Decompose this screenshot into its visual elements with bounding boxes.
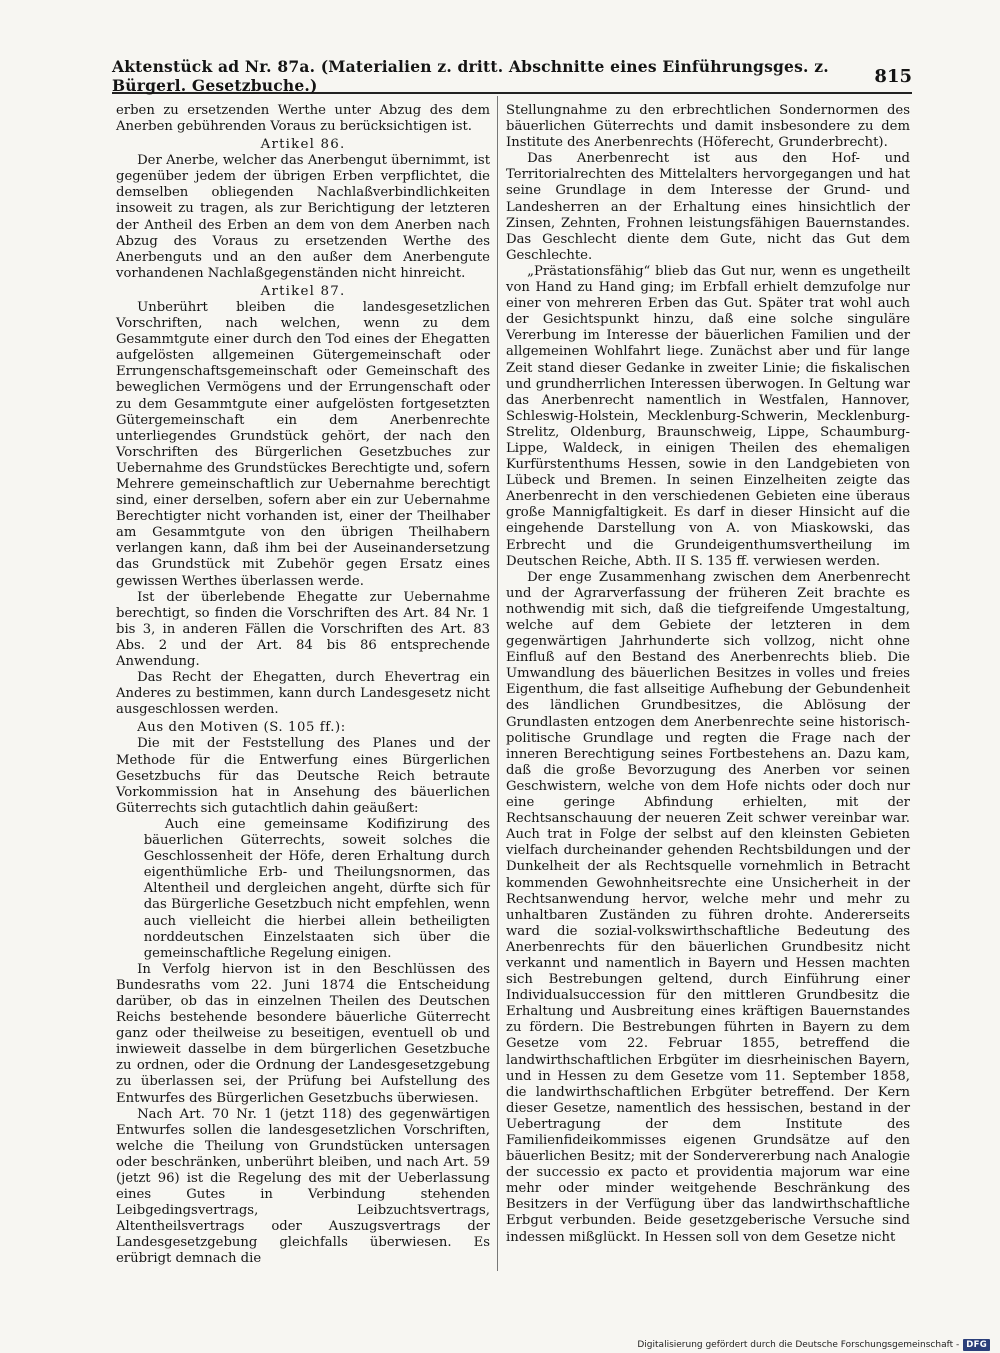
paragraph-continuation: Stellungnahme zu den erbrechtlichen Sondernormen des bäuerlichen Güterrechts und damit insbesondere zu dem Institute des Anerbenrechts (Höferecht, Grunderbrecht).	[506, 103, 910, 151]
motive-paragraph-1: Die mit der Feststellung des Planes und der Methode für die Entwerfung eines Bürgerlichen Gesetzbuchs für das Deutsche Reich betraute Vorkommission hat in Ansehung des bäuerlichen Güterrechts sich gutachtlich dahin geäußert:	[116, 736, 490, 816]
paragraph-continuation: erben zu ersetzenden Werthe unter Abzug des dem Anerben gebührenden Voraus zu berücksichtigen ist.	[116, 103, 490, 135]
article-86-heading: Artikel 86.	[260, 137, 346, 153]
running-header	[112, 57, 912, 95]
page-number: 815	[874, 65, 912, 87]
digitization-footer	[637, 1339, 990, 1351]
article-87-paragraph-3: Das Recht der Ehegatten, durch Ehevertrag ein Anderes zu bestimmen, kann durch Landesgesetz nicht ausgeschlossen werden.	[116, 670, 490, 718]
article-87-heading: Artikel 87.	[260, 283, 346, 299]
right-column	[506, 103, 910, 1246]
motive-paragraph-3: Nach Art. 70 Nr. 1 (jetzt 118) des gegenwärtigen Entwurfes sollen die landesgesetzlichen Vorschriften, welche die Theilung von Grundstücken untersagen oder beschränken, unberührt bleiben, und nach Art. 59 (jetzt 96) ist die Regelung des mit der Ueberlassung eines Gutes in Verbindung stehenden Leibgedingsvertrags, Leibzuchtsvertrags, Altentheilsvertrags oder Auszugsvertrags der Landesgesetzgebung gleichfalls überwiesen. Es erübrigt demnach die	[116, 1106, 490, 1267]
motive-heading: Aus den Motiven (S. 105 ff.):	[137, 720, 346, 736]
footer-credit: Digitalisierung gefördert durch die Deutsche Forschungsgemeinschaft -	[637, 1340, 960, 1350]
right-paragraph-2: „Prästationsfähig“ blieb das Gut nur, wenn es ungetheilt von Hand zu Hand ging; im Erbfall erhielt demzufolge nur einer von mehreren Erben das Gut. Später trat wohl auch der Gesichtspunkt hinzu, daß eine solche singuläre Vererbung im Interesse der bäuerlichen Familien und der allgemeinen Wohlfahrt liege. Zunächst aber und für lange Zeit stand dieser Gedanke in zweiter Linie; die fiskalischen und grundherrlichen Interessen überwogen. In Geltung war das Anerbenrecht namentlich in Westfalen, Hannover, Schleswig-Holstein, Mecklenburg-Schwerin, Mecklenburg-Strelitz, Oldenburg, Braunschweig, Lippe, Schaumburg-Lippe, Waldeck, in einigen Theilen des ehemaligen Kurfürstenthums Hessen, sowie in den Landgebieten von Lübeck und Bremen. In seinen Einzelheiten zeigte das Anerbenrecht in den verschiedenen Gebieten eine überaus große Mannigfaltigkeit. Es darf in dieser Hinsicht auf die eingehende Darstellung von A. von Miaskowski, das Erbrecht und die Grundeigenthumsvertheilung im Deutschen Reiche, Abth. II S. 135 ff. verwiesen werden.	[506, 263, 910, 569]
motive-paragraph-2: In Verfolg hiervon ist in den Beschlüssen des Bundesraths vom 22. Juni 1874 die Entscheidung darüber, ob das in einzelnen Theilen des Deutschen Reichs bestehende besondere bäuerliche Güterrecht ganz oder theilweise zu beseitigen, eventuell ob und inwieweit dasselbe in dem bürgerlichen Gesetzbuche zu ordnen, oder die Ordnung der Landesgesetzgebung zu überlassen sei, der Prüfung bei Aufstellung des Entwurfes des Bürgerlichen Gesetzbuchs überwiesen.	[116, 961, 490, 1106]
column-divider	[497, 96, 498, 1271]
dfg-logo: DFG	[963, 1339, 990, 1351]
article-87-paragraph-1: Unberührt bleiben die landesgesetzlichen Vorschriften, nach welchen, wenn zu dem Gesammtgute einer durch den Tod eines der Ehegatten aufgelösten allgemeinen Gütergemeinschaft oder Errungenschaftsgemeinschaft oder Gemeinschaft des beweglichen Vermögens und der Errungenschaft oder zu dem Gesammtgute einer aufgelösten fortgesetzten Gütergemeinschaft ein dem Anerbenrechte unterliegendes Grundstück gehört, der nach den Vorschriften des Bürgerlichen Gesetzbuches zur Uebernahme des Grundstückes Berechtigte und, sofern Mehrere gemeinschaftlich zur Uebernahme berechtigt sind, einer derselben, sofern aber ein zur Uebernahme Berechtigter nicht vorhanden ist, einer der Theilhaber am Gesammtgute von den übrigen Theilhabern verlangen kann, daß ihm bei der Auseinandersetzung das Grundstück mit Zubehör gegen Ersatz eines gewissen Werthes überlassen werde.	[116, 299, 490, 589]
right-paragraph-3: Der enge Zusammenhang zwischen dem Anerbenrecht und der Agrarverfassung der früheren Zeit brachte es nothwendig mit sich, daß die tiefgreifende Umgestaltung, welche auf dem Gebiete der letzteren in dem gegenwärtigen Jahrhunderte sich vollzog, nicht ohne Einfluß auf den Bestand des Anerbenrechts blieb. Die Umwandlung des bäuerlichen Besitzes in volles und freies Eigenthum, die fast allseitige Aufhebung der Gebundenheit des ländlichen Grundbesitzes, die Ablösung der Grundlasten entzogen dem Anerbenrechte seine historisch-politische Grundlage und regten die Frage nach der inneren Berechtigung seines Fortbestehens an. Dazu kam, daß die große Bevorzugung des Anerben vor seinen Geschwistern, welche von dem Hofe nichts oder doch nur eine geringe Abfindung erhielten, mit der Rechtsanschauung der neueren Zeit schwer vereinbar war. Auch trat in Folge der selbst auf den kleinsten Gebieten vielfach durcheinander gehenden Rechtsbildungen und der Dunkelheit der als Rechtsquelle vornehmlich in Betracht kommenden Gewohnheitsrechte eine Unsicherheit in der Rechtsanwendung hervor, welche mehr und mehr zu unhaltbaren Zuständen zu führen drohte. Andererseits ward die sozial-volkswirthschaftliche Bedeutung des Anerbenrechts für den bäuerlichen Grundbesitz nicht verkannt und namentlich in Bayern und Hessen machten sich Bestrebungen geltend, durch Einführung einer Individualsuccession für den mittleren Grundbesitz die Erhaltung und Ausbreitung eines kräftigen Bauernstandes zu fördern. Die Bestrebungen führten in Bayern zu dem Gesetze vom 22. Februar 1855, betreffend die landwirthschaftlichen Erbgüter im diesrheinischen Bayern, und in Hessen zu dem Gesetze vom 11. September 1858, die landwirthschaftlichen Erbgüter betreffend. Der Kern dieser Gesetze, namentlich des hessischen, bestand in der Uebertragung der dem Institute des Familienfideikommisses eigenen Grundsätze auf den bäuerlichen Besitz; mit der Sondervererbung nach Analogie der successio ex pacto et providentia majorum war eine mehr oder minder weitgehende Beschränkung des Besitzers in der Verfügung über das landwirthschaftliche Erbgut verbunden. Beide gesetzgeberische Versuche sind indessen mißglückt. In Hessen soll von dem Gesetze nicht	[506, 569, 910, 1245]
article-87-paragraph-2: Ist der überlebende Ehegatte zur Uebernahme berechtigt, so finden die Vorschriften des Art. 84 Nr. 1 bis 3, in anderen Fällen die Vorschriften des Art. 83 Abs. 2 und der Art. 84 bis 86 entsprechende Anwendung.	[116, 589, 490, 669]
article-86-text: Der Anerbe, welcher das Anerbengut übernimmt, ist gegenüber jedem der übrigen Erben verpflichtet, die demselben obliegenden Nachlaßverbindlichkeiten insoweit zu tragen, als zur Berichtigung der letzteren der Antheil des Erben an dem von dem Anerben nach Abzug des Voraus zu ersetzenden Werthe des Anerbenguts und an den außer dem Anerbengute vorhandenen Nachlaßgegenständen nicht hinreicht.	[116, 153, 490, 281]
motive-quote: Auch eine gemeinsame Kodifizirung des bäuerlichen Güterrechts, soweit solches die Geschlossenheit der Höfe, deren Erhaltung durch eigenthümliche Erb- und Theilungsnormen, das Altentheil und dergleichen angeht, dürfte sich für das Bürgerliche Gesetzbuch nicht empfehlen, wenn auch vielleicht die hierbei allein betheiligten norddeutschen Einzelstaaten sich über die gemeinschaftliche Regelung einigen.	[143, 816, 490, 961]
running-header-title: Aktenstück ad Nr. 87a. (Materialien z. dritt. Abschnitte eines Einführungsges. z. Bürgerl. Gesetzbuche.)	[112, 57, 829, 95]
right-paragraph-1: Das Anerbenrecht ist aus den Hof- und Territorialrechten des Mittelalters hervorgegangen und hat seine Grundlage in dem Interesse der Grund- und Landesherren an der Erhaltung eines hinsichtlich der Zinsen, Zehnten, Frohnen leistungsfähigen Bauernstandes. Das Geschlecht diente dem Gute, nicht das Gut dem Geschlechte.	[506, 151, 910, 263]
left-column	[116, 103, 490, 1268]
